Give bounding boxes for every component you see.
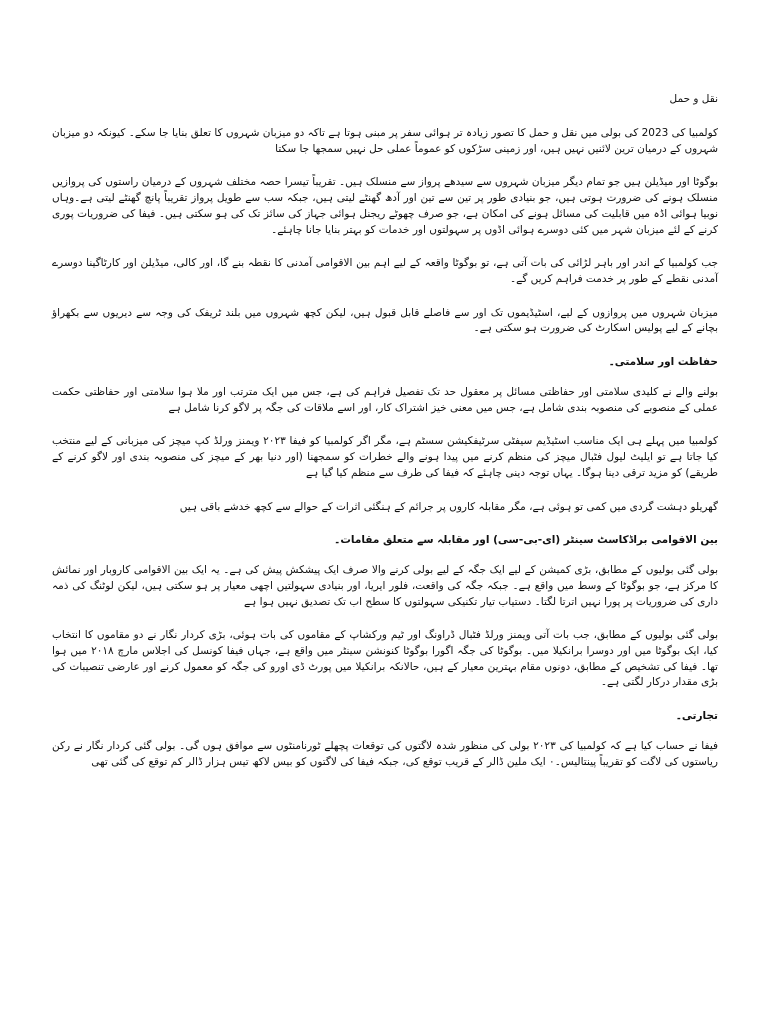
paragraph: بولنے والے نے کلیدی سلامتی اور حفاظتی مسائل پر معقول حد تک تفصیل فراہم کی ہے، جس میں ایک مترتب اور ملا ہوا سلامتی اور حفاظتی حکمت عملی کے منصوبے کی منصوبہ بندی شامل ہے، جس میں معنی خیز اشتراک کار، اور اسے ملاقات کی جگہ پر لاگو کرنا شامل ہے xyxy=(52,386,718,414)
paragraph: کولمبیا میں پہلے ہی ایک مناسب اسٹیڈیم سیفٹی سرٹیفکیشن سسٹم ہے، مگر اگر کولمبیا کو فیفا ۲۰۲۳ ویمنز ورلڈ کپ میچز کی میزبانی کے لیے منتخب کیا جاتا ہے تو ایلیٹ لیول فٹبال میچز کی منظم کرنے میں پیدا ہونے والے خطرات کو سمجھنا (اور دنیا بھر کے میچز کی منصوبہ بندی اور لاگو کرنے کے طریقے) کو مزید ترقی دینا ہوگا۔ یہاں توجہ دینی چاہئے کہ فیفا کی طرف سے منظم کیا گیا ہے xyxy=(52,435,718,479)
paragraph: میزبان شہروں میں پروازوں کے لیے، اسٹیڈیموں تک اور سے فاصلے قابل قبول ہیں، لیکن کچھ شہروں میں بلند ٹریفک کی وجہ سے دیریوں سے بکھراؤ بچانے کے لیے پولیس اسکارٹ کی ضرورت ہو سکتی ہے۔ xyxy=(52,306,718,335)
paragraph: کولمبیا کی 2023 کی بولی میں نقل و حمل کا تصور زیادہ تر ہوائی سفر پر مبنی ہوتا ہے تاکہ دو میزبان شہروں کا تعلق بنایا جا سکے۔ کیونکہ دو میزبان شہروں کے درمیان ترین لائنیں نہیں ہیں، اور زمینی سڑکوں کو عموماً عملی حل نہیں سمجھا جا سکتا xyxy=(52,127,719,155)
paragraph: بولی گئی بولیوں کے مطابق، جب بات آتی ویمنز ورلڈ فٹبال ڈراونگ اور ٹیم ورکشاپ کے مقاموں کی بات ہوئی، بڑی کردار نگار نے دو مقاموں کا انتخاب کیا، ایک بوگوٹا میں اور دوسرا برانکیلا میں۔ بوگوٹا کی جگہ اگورا بوگوٹا کنونشن سینٹر میں واقع ہے، جہاں فیفا کونسل کی اجلاس مارچ ۲۰۱۸ میں ہوا تھا۔ فیفا کی تشخیص کے مطابق، دونوں مقام بہترین معیار کے ہیں، حالانکہ برانکیلا میں پورٹ ڈی اورو کی جگہ کو معمول کرنے اور عارضی تنصیبات کی بڑی مقدار درکار لگتی ہے۔ xyxy=(52,629,718,689)
paragraph: بولی گئی بولیوں کے مطابق، بڑی کمیشن کے لیے ایک جگہ کے لیے بولی کرنے والا صرف ایک پیشکش پیش کی ہے۔ یہ ایک بین الاقوامی کاروبار اور نمائش کا مرکز ہے، جو بوگوٹا کے وسط میں واقع ہے۔ جبکہ جگہ کی واقعت، فلور ایریا، اور بنیادی سہولتیں اچھی معیار پر ہو سکتی ہیں، لیکن لوٹنگ کی ذمہ داری کی ضروریات پر پورا نہیں اترتا لگتا۔ دستیاب تیار تکنیکی سہولتوں کا سطح اب تک تصدیق نہیں ہوا ہے xyxy=(52,564,718,608)
section-heading: حفاظت اور سلامتی۔ xyxy=(608,356,718,369)
page-title: نقل و حمل xyxy=(669,93,718,105)
section-heading: بین الاقوامی براڈکاسٹ سینٹر (ای-بی-سی) اور مقابلہ سے متعلق مقامات۔ xyxy=(334,534,718,547)
paragraph: جب کولمبیا کے اندر اور باہر لڑائی کی بات آتی ہے، تو بوگوٹا واقعہ کے لیے اہم بین الاقوامی آمدنی کا نقطہ بنے گا، اور کالی، میڈیلن اور کارٹاگینا دوسرے آمدنی نقطے کے طور پر خدمت فراہم کریں گے۔ xyxy=(52,257,718,285)
paragraph: گھریلو دہشت گردی میں کمی تو ہوئی ہے، مگر مقابلہ کاروں پر جرائم کے ہنگئی اثرات کے حوالے سے کچھ خدشے باقی ہیں xyxy=(179,500,718,513)
paragraph: بوگوٹا اور میڈیلن ہیں جو تمام دیگر میزبان شہروں سے سیدھے پرواز سے منسلک ہیں۔ تقریباً تیسرا حصہ مختلف شہروں کے درمیان راستوں کی پروازیں منسلک ہونے کی ضرورت ہوتی ہیں، جو بنیادی طور پر تین سے تین اور آدھ گھنٹے لیتی ہیں، جبکہ سب سے طویل پرواز تقریباً پانچ گھنٹے لیتی ہے۔وہاں نوبیا ہوائی اڈہ میں قابلیت کی مسائل ہونے کی امکان ہے، جو صرف چھوٹے ریجنل ہوائی جہاز کی سائز تک کی ہو سکتی ہیں۔ فیفا کی ضروریات پوری کرنے کے لئے میزبان شہر میں کئی دوسرے ہوائی اڈوں پر سہولتوں اور خدمات کو بہتر بنایا جانا چاہئے۔ xyxy=(52,176,718,236)
document-body xyxy=(52,126,718,771)
section-heading: تجارتی۔ xyxy=(675,710,718,723)
paragraph: فیفا نے حساب کیا ہے کہ کولمبیا کی ۲۰۲۳ بولی کی منظور شدہ لاگتوں کی توقعات پچھلے ٹورنامنٹوں سے موافق ہوں گی۔ بولی گئی کردار نگار نے رکن ریاستوں کی لاگت کو تقریباً پینتالیس۔۰ ایک ملین ڈالر کے قریب توقع کی، جبکہ فیفا کی لاگتوں کو بیس لاکھ تیس ہزار ڈالر کم توقع کی گئی تھی xyxy=(52,740,719,768)
